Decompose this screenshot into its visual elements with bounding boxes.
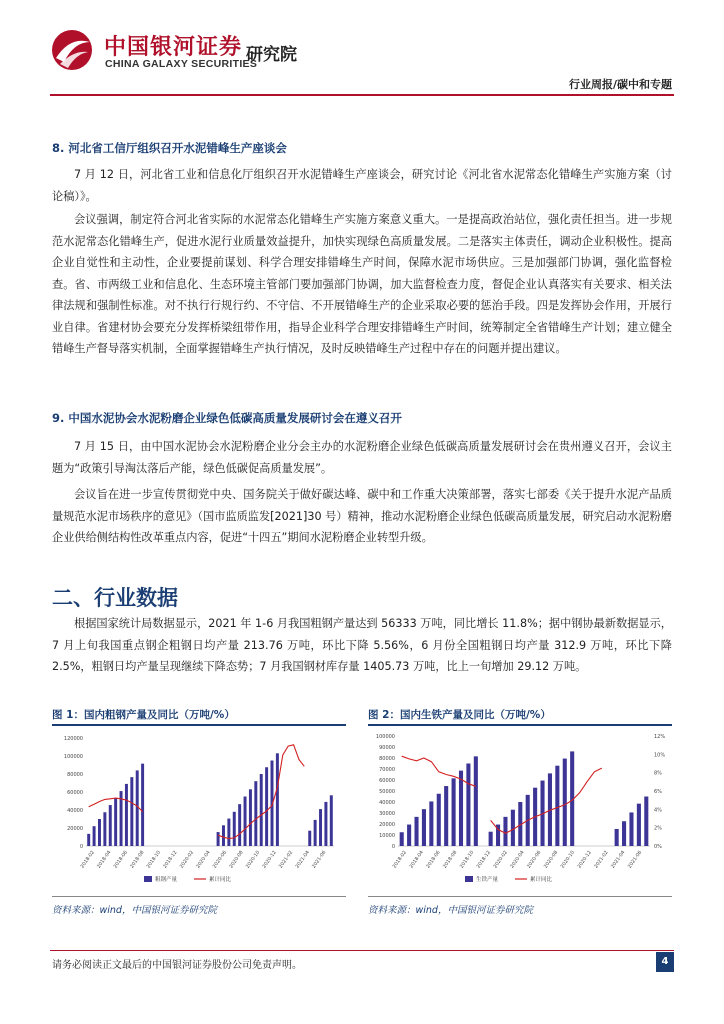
bar [93, 826, 96, 846]
legend-swatch-bar [144, 876, 152, 882]
bar [136, 770, 139, 846]
chart-crude-steel [52, 728, 346, 888]
y-tick-label: 100000 [375, 734, 395, 740]
y-right-tick-label: 10% [654, 752, 666, 759]
institute-label: 研究院 [246, 45, 297, 65]
y-tick-label: 40000 [67, 808, 83, 814]
bar [222, 825, 225, 846]
bar [249, 789, 252, 846]
x-tick-label: 2021-04 [610, 850, 627, 870]
y-tick-label: 0 [391, 844, 395, 850]
x-tick-label: 2020-08 [229, 850, 245, 870]
bar [444, 786, 448, 846]
bar [254, 781, 257, 846]
legend-label-line: 累计同比 [530, 877, 553, 883]
bar [437, 794, 441, 846]
news-heading-8: 8. 河北省工信厅组织召开水泥错峰生产座谈会 [52, 141, 287, 155]
x-tick-label: 2021-02 [278, 850, 295, 870]
bar [414, 817, 418, 846]
y-tick-label: 10000 [379, 833, 395, 839]
bar [489, 832, 493, 846]
bar [466, 764, 470, 847]
bar [555, 766, 559, 846]
x-tick-label: 2020-10 [560, 850, 577, 870]
x-tick-label: 2020-02 [493, 850, 509, 870]
bar [452, 778, 456, 846]
x-tick-label: 2018-10 [146, 850, 163, 870]
x-tick-label: 2021-06 [311, 850, 328, 870]
y-tick-label: 60000 [379, 778, 395, 784]
x-tick-label: 2020-10 [245, 850, 262, 870]
news-heading-9: 9. 中国水泥协会水泥粉磨企业绿色低碳高质量发展研讨会在遵义召开 [52, 411, 402, 425]
news-8-para-2: 会议强调，制定符合河北省实际的水泥常态化错峰生产实施方案意义重大。一是提高政治站位，强化责任担当。进一步规范水泥常态化错峰生产，促进水泥行业质量效益提升，加快实现绿色高质量发展。二是落实主体责任，调动企业积极性。提高企业自觉性和主动性，企业要提前谋划、科学合理安排错峰生产时间，保障水泥市场供应。三是加强部门协调，强化监督检查。省、市两级工业和信息化、生态环境主管部门要加强部门协调，加大监督检查力度，督促企业认真落实有关要求、相关法律法规和强制性标准。对不执行行规行约、不守信、不开展错峰生产的企业采取必要的惩治手段。四是发挥协会作用，开展行业自律。省建材协会要充分发挥桥梁纽带作用，指导企业科学合理安排错峰生产时间，统筹制定全省错峰生产计划；建立健全错峰生产督导落实机制，全面掌握错峰生产执行情况，及时反映错峰生产过程中存在的问题并提出建议。 [52, 213, 672, 355]
y-tick-label: 20000 [67, 826, 83, 832]
x-tick-label: 2020-12 [262, 850, 278, 870]
news-9-para-1: 7 月 15 日，由中国水泥协会水泥粉磨企业分会主办的水泥粉磨企业绿色低碳高质量发展研讨会在贵州遵义召开，会议主题为“政策引导淘汰落后产能，绿色低碳促高质量发展”。 [52, 440, 672, 475]
y-tick-label: 0 [79, 844, 83, 850]
bar [260, 774, 263, 846]
figure-2-source: 资料来源：wind，中国银河证券研究院 [368, 905, 533, 916]
x-tick-label: 2018-08 [129, 850, 146, 870]
news-9-para-2: 会议旨在进一步宣传贯彻党中央、国务院关于做好碳达峰、碳中和工作重大决策部署，落实七部委《关于提升水泥产品质量规范水泥市场秩序的意见》（国市监质监发[2021]30 号）精神，推动水泥粉磨企业绿色低碳高质量发展，研究启动水泥粉磨企业供给侧结构性改革重点内容，促进“十四五”期间水泥粉磨企业转型升级。 [52, 488, 672, 544]
x-tick-label: 2020-08 [543, 850, 560, 870]
legend-label-bar: 生铁产量 [476, 877, 499, 883]
legend-label-bar: 粗钢产量 [155, 877, 178, 883]
figure-2-title: 图 2：国内生铁产量及同比（万吨/%） [368, 709, 551, 721]
bar [622, 821, 626, 846]
y-right-tick-label: 8% [654, 770, 662, 777]
bar [511, 810, 515, 846]
bar [227, 819, 230, 846]
footer-rule [50, 950, 674, 951]
bar [330, 795, 333, 846]
x-tick-label: 2018-06 [113, 850, 129, 870]
bar [217, 832, 220, 846]
x-tick-label: 2018-10 [459, 850, 476, 870]
bar [238, 804, 241, 846]
company-name-en: CHINA GALAXY SECURITIES [105, 58, 258, 70]
bar [109, 805, 112, 846]
x-tick-label: 2018-02 [392, 850, 409, 870]
y-right-tick-label: 4% [654, 807, 662, 814]
bar [503, 817, 507, 846]
figure-1-source: 资料来源：wind，中国银河证券研究院 [52, 905, 217, 916]
y-tick-label: 90000 [379, 745, 395, 751]
y-tick-label: 80000 [67, 772, 83, 778]
x-tick-label: 2020-04 [196, 850, 212, 870]
legend-swatch-bar [465, 876, 473, 882]
x-tick-label: 2018-02 [80, 850, 96, 870]
bar [125, 784, 128, 846]
y-right-tick-label: 6% [654, 789, 662, 795]
x-tick-label: 2018-04 [409, 850, 425, 870]
y-tick-label: 120000 [63, 736, 83, 742]
bar [276, 753, 279, 846]
bar [319, 809, 322, 846]
y-tick-label: 20000 [379, 822, 395, 828]
bar [314, 820, 317, 846]
x-tick-label: 2020-06 [526, 850, 543, 870]
bar [233, 812, 236, 846]
y-right-tick-label: 12% [654, 734, 666, 740]
bar [474, 756, 478, 846]
x-tick-label: 2018-12 [162, 850, 179, 870]
section-title: 二、行业数据 [52, 586, 178, 610]
bar [98, 819, 101, 846]
news-8-para-1: 7 月 12 日，河北省工业和信息化厅组织召开水泥错峰生产座谈会，研究讨论《河北省水泥常态化错峰生产实施方案（讨论稿）》。 [52, 168, 672, 203]
bar [141, 764, 144, 846]
figure-1-title: 图 1：国内粗钢产量及同比（万吨/%） [52, 709, 235, 721]
y-tick-label: 60000 [67, 790, 83, 796]
y-tick-label: 30000 [379, 811, 395, 817]
figure-2-rule [368, 724, 672, 726]
y-tick-label: 100000 [63, 754, 83, 760]
bar [400, 832, 404, 846]
company-logo [50, 28, 94, 72]
x-tick-label: 2020-02 [179, 850, 196, 870]
company-name-cn: 中国银河证券 [104, 35, 243, 60]
bar [87, 834, 90, 846]
x-tick-label: 2018-12 [476, 850, 493, 870]
footer-disclaimer: 请务必阅读正文最后的中国银河证券股份公司免责声明。 [52, 960, 302, 971]
x-tick-label: 2020-04 [510, 850, 526, 870]
y-tick-label: 50000 [379, 789, 395, 795]
x-tick-label: 2018-08 [442, 850, 459, 870]
chart-pig-iron [368, 728, 672, 888]
bar [103, 812, 106, 846]
y-right-tick-label: 2% [654, 825, 662, 832]
bar [324, 802, 327, 846]
x-tick-label: 2021-02 [594, 850, 610, 870]
bar [114, 798, 117, 846]
x-tick-label: 2018-06 [426, 850, 442, 870]
bar [629, 812, 633, 846]
report-type: 行业周报/碳中和专题 [568, 78, 672, 91]
x-tick-label: 2018-04 [96, 850, 113, 870]
bar [644, 797, 648, 847]
bar [130, 777, 133, 846]
bar [308, 831, 311, 846]
y-tick-label: 80000 [379, 756, 395, 762]
y-right-tick-label: 0% [654, 844, 662, 850]
bar [637, 804, 641, 846]
y-tick-label: 40000 [379, 800, 395, 806]
x-tick-label: 2020-12 [577, 850, 593, 870]
bar [407, 825, 411, 846]
figure-1-rule [52, 724, 346, 726]
legend-label-line: 累计同比 [209, 877, 232, 883]
bar [563, 759, 567, 846]
bar [422, 809, 426, 846]
x-tick-label: 2021-06 [627, 850, 644, 870]
x-tick-label: 2021-04 [295, 850, 311, 870]
bar [615, 829, 619, 846]
bar [244, 797, 247, 847]
bar [265, 767, 268, 846]
bar [459, 771, 463, 846]
bar [429, 801, 433, 846]
section-paragraph: 根据国家统计局数据显示，2021 年 1-6 月我国粗钢产量达到 56333 万吨，同比增长 11.8%；据中钢协最新数据显示，7 月上旬我国重点钢企粗钢日均产量 213.76 万吨，环比下降 5.56%，6 月份全国粗钢日均产量 312.9 万吨，环比下降 2.5%，粗钢日均产量呈现继续下降态势；7 月我国钢材库存量 1405.73 万吨，比上一旬增加 29.12 万吨。 [52, 617, 672, 673]
page-number: 4 [656, 952, 674, 972]
header-rule [50, 94, 674, 96]
y-tick-label: 70000 [379, 767, 395, 773]
x-tick-label: 2020-06 [212, 850, 229, 870]
